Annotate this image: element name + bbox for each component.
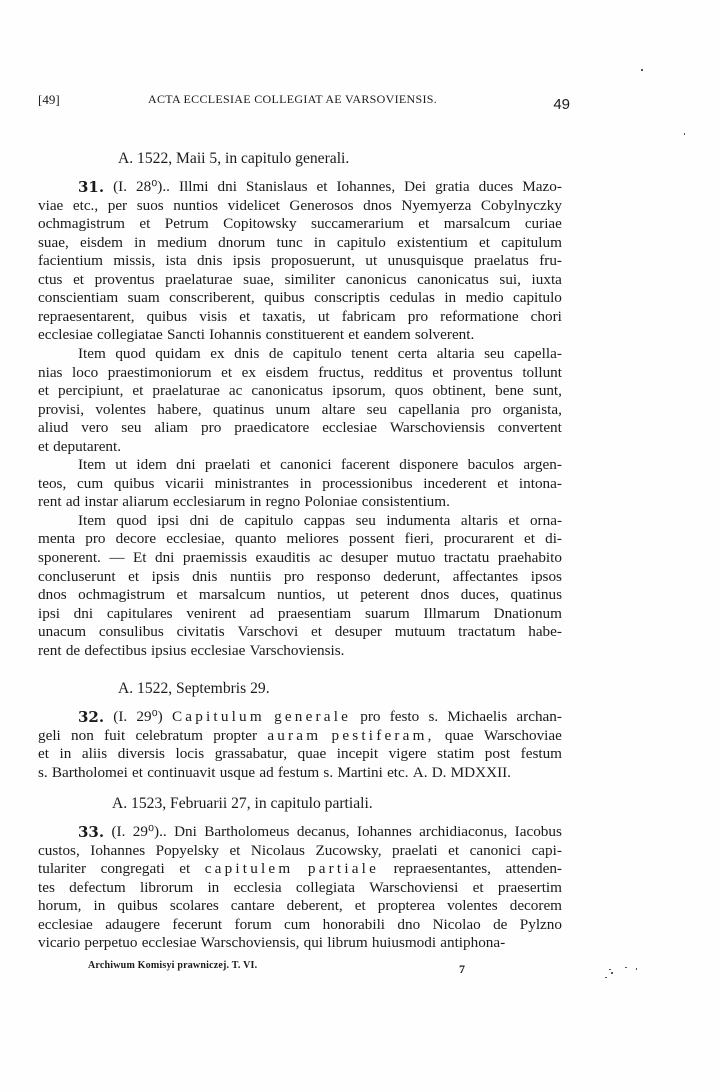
text-line: suae, eisdem in medium dnorum tunc in capitulo existentium et capitulum: [38, 233, 562, 251]
scan-speck: [605, 977, 607, 978]
scan-speck: [625, 967, 627, 968]
scan-speck: [609, 969, 611, 970]
section-date-heading: A. 1522, Maii 5, in capitulo generali.: [118, 150, 350, 167]
text-line: teos, cum quibus vicarii ministrantes in processionibus incederent et intona-: [38, 474, 562, 492]
text-line: aliud vero seu aliam pro praedicatore ecclesiae Warschoviensis convertent: [38, 419, 562, 437]
section-date-heading: A. 1522, Septembris 29.: [118, 680, 270, 697]
text-line: provisi, volentes habere, quatinus unum altare seu capellania pro organista,: [38, 400, 562, 418]
text-line: Item quod quidam ex dnis de capitulo tenent certa altaria seu capella-: [78, 344, 562, 362]
text-line: custos, Iohannes Popyelsky et Nicolaus Zucowsky, praelati et canonici capi-: [38, 841, 562, 859]
scan-speck: [641, 69, 643, 71]
text-line: tes defectum librorum in ecclesia collegiata Warschoviensi et praesertim: [38, 878, 562, 896]
running-head: [38, 90, 570, 113]
text-line: horum, in quibus scolares cantare deberent, et propterea volentes decorem: [38, 897, 562, 915]
text-line: menta pro decore ecclesiae, quanto meliores possent fieri, procurarent et di-: [38, 530, 562, 548]
text-line: rent ad instar aliarum ecclesiarum in regno Poloniae consistentium.: [38, 493, 450, 511]
text-line: ecclesiae adaugere fecerunt forum cum honorabili dno Nicolao de Pylzno: [38, 915, 562, 933]
text-line: tulariter congregati et capitulem partiale repraesentantes, attenden-: [38, 860, 562, 878]
text-line: 31. (I. 28⁰).. Illmi dni Stanislaus et Iohannes, Dei gratia duces Mazo-: [78, 178, 562, 196]
text-line: rent de defectibus ipsius ecclesiae Varschoviensis.: [38, 641, 345, 659]
text-line: repraesentarent, quibus visis et taxatis, ut fabricam pro reformatione chori: [38, 307, 562, 325]
text-line: ochmagistrum et Petrum Copitowsky succamerarium et marsalcum curiae: [38, 215, 562, 233]
text-line: et percipiunt, et praelaturae ac canonicatus ipsorum, quos obtinent, bene sunt,: [38, 382, 562, 400]
scan-speck: [636, 968, 637, 970]
text-line: dnos ochmagistrum et marsalcum nuntios, ut peterent dnos duces, quatinus: [38, 586, 562, 604]
text-line: 32. (I. 29⁰) Capitulum generale pro festo s. Michaelis archan-: [78, 708, 562, 726]
page-number: 49: [553, 96, 570, 113]
text-line: nias loco praestimoniorum et ex eisdem fructus, redditus et proventus tollunt: [38, 363, 562, 381]
scan-speck: [684, 133, 685, 135]
signature-mark: 7: [459, 962, 465, 976]
footer-series: Archiwum Komisyi prawniczej. T. VI.: [88, 960, 258, 971]
bracketed-page-number: [49]: [38, 92, 60, 107]
text-line: 33. (I. 29⁰).. Dni Bartholomeus decanus, Iohannes archidiaconus, Iacobus: [78, 823, 562, 841]
text-line: ipsi dni capitulares venirent ad praesentiam suarum Illmarum Dnationum: [38, 604, 562, 622]
entry-number: 32.: [78, 708, 105, 726]
scan-speck: [611, 972, 613, 974]
text-line: vicario perpetuo ecclesiae Warschoviensis, qui librum huiusmodi antiphona-: [38, 934, 506, 952]
section-date-heading: A. 1523, Februarii 27, in capitulo partiali.: [112, 795, 373, 812]
running-title: ACTA ECCLESIAE COLLEGIAT AE VARSOVIENSIS.: [148, 92, 438, 106]
entry-number: 33.: [78, 823, 105, 841]
text-line: s. Bartholomei et continuavit usque ad festum s. Martini etc. A. D. MDXXII.: [38, 763, 511, 781]
text-line: unacum consulibus civitatis Varschovi et desuper mutuum tractatum habe-: [38, 623, 562, 641]
entry-number: 31.: [78, 178, 105, 196]
text-line: et deputarent.: [38, 437, 122, 455]
text-line: et in aliis diversis locis grassabatur, quae incepit vigere statim post festum: [38, 745, 562, 763]
text-line: ecclesiae collegiatae Sancti Iohannis constituerent et eandem solverent.: [38, 326, 475, 344]
text-line: concluserunt et ipsis dnis nuntiis pro responso dederunt, affectantes ipsos: [38, 567, 562, 585]
text-line: sponerent. — Et dni praemissis exauditis ac desuper mutuo tractatu praehabito: [38, 549, 562, 566]
text-line: Item quod ipsi dni de capitulo cappas seu indumenta altaris et orna-: [78, 511, 562, 529]
text-line: viae etc., per suos nuntios videlicet Generosos dnos Nyemyerza Cobylnyczky: [38, 196, 562, 214]
text-line: Item ut idem dni praelati et canonici facerent disponere baculos argen-: [78, 456, 562, 474]
text-line: geli non fuit celebratum propter auram pestiferam, quae Warschoviae: [38, 726, 562, 744]
text-line: conscientiam suam conscriberent, quibus conscriptis cedulas in medio capitulo: [38, 289, 562, 307]
text-line: facientium missis, ista dnis ipsis proposuerunt, ut unusquisque praelatus fru-: [38, 252, 562, 270]
text-line: ctus et proventus praelaturae suae, similiter canonicus canonicatus sui, iuxta: [38, 270, 562, 288]
